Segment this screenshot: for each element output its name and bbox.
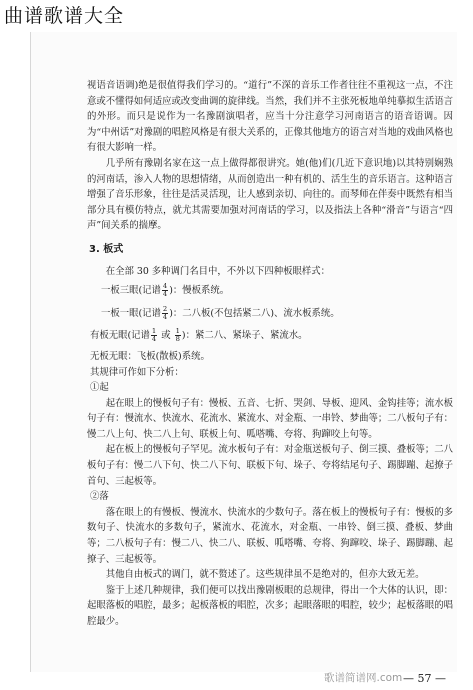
formula-line: 无板无眼：飞板(散板)系统。 [90,350,210,362]
page-number: — 57 — [403,672,446,685]
subheading-qi: ①起 [90,382,109,394]
time-signature [175,328,181,343]
subheading-luo: ②落 [90,491,109,503]
formula-text: 或 [158,330,174,342]
formula-text: )：慢板系统。 [169,285,230,297]
page-content [87,78,453,630]
site-header [0,0,473,26]
fraction-numerator: 1 [151,327,157,336]
site-title: 曲谱歌谱大全 [4,5,125,27]
time-signature [151,328,157,343]
formula-text: )：二八板(不包括紧二八)、流水板系统。 [169,307,340,319]
formula-line [101,283,453,299]
paragraph: 其他自由板式的调门，就不赘述了。这些规律虽不是绝对的，但亦大致无差。 [105,569,425,581]
section-heading: 3. 板式 [89,243,124,255]
time-signature [162,283,168,298]
fraction-numerator: 2 [162,304,168,313]
formula-line [101,306,453,322]
paragraph: 落在眼上的有慢板、慢流水、快流水的少数句子。落在板上的慢板句子有：慢板的多数句子、快流水的多数句子，紧流水、花流水，对金瓶、一串铃、倒三摸、叠板、梦曲等；二八板句子有：慢二八、快二八、联板、呱嗒嘴、夸将、狗蹿咬、垛子、踢脚蹦、起撩子、三起板等。 [87,506,453,565]
fraction-denominator: 4 [162,312,168,321]
formula-line [90,328,453,344]
fraction-denominator: 4 [162,290,168,299]
fraction-numerator: 4 [162,282,168,291]
formula-text: 一板一眼(记谱 [101,307,161,319]
formula-text: 有板无眼(记谱 [90,330,150,342]
fraction-denominator: 8 [175,335,180,344]
paragraph: 起在板上的慢板句子罕见。流水板句子有：对金瓶送板句子、倒三摸、叠板等；二八板句子有：慢二八下句、快二八下句、联板下句、垛子、夸将结尾句子、踢脚蹦、起撩子首句、三起板等。 [87,444,453,487]
time-signature [162,306,168,321]
paragraph: 鉴于上述几种规律，我们便可以找出豫剧板眼的总规律，得出一个大体的认识，即：起眼落板的唱腔，最多；起板落板的唱腔，次多；起眼落眼的唱腔，较少；起板落眼的唱腔最少。 [87,584,453,627]
fraction-numerator: 1 [175,327,180,336]
paragraph: 起在眼上的慢板句子有：慢板、五音、七折、哭剑、导板、迎风、金钩挂等；流水板句子有：慢流水、快流水、花流水、紧流水、对金瓶、一串铃、梦曲等；二八板句子有：慢二八上句、快二八上句、联板上句、呱嗒嘴、夸将、狗蹿咬上句等。 [87,397,453,440]
intro-line: 在全部 30 多种调门名目中，不外以下四种板眼样式： [105,265,330,277]
rule-intro: 其规律可作如下分析： [90,366,184,378]
watermark-text: 歌谱简谱网.com [324,672,403,684]
fraction-denominator: 4 [151,335,157,344]
paragraph: 几乎所有豫剧名家在这一点上做得都很讲究。她(他)们(几近下意识地)以其特别娴熟的河南话，渗入人物的思想情绪，从而创造出一种有机的、活生生的音乐语言。这种语言增强了音乐形象，往往是活灵活现，让人感到亲切、向往的。而琴师在伴奏中既然有相当部分具有模仿特点，就尤其需要加强对河南话的学习，以及指法上各种“滑音”与语言“四声”间关系的揣摩。 [87,157,453,232]
formula-text: )：紧二八、紧垛子、紧流水。 [181,330,308,342]
paragraph: 视语音语调)绝是很值得我们学习的。“道行”不深的音乐工作者往往不重视这一点，不注意或不懂得如何适应或改变曲调的旋律线。当然，我们并不主张死板地单纯摹拟生活语言的外形。而只是说作为一名豫剧演唱者，应当十分注意学习河南语言的语音语调。因为“中州话”对豫剧的唱腔风格是有很大关系的，正像其他地方的语言对当地的戏曲风格也有很大影响一样。 [87,80,453,154]
formula-text: 一板三眼(记谱 [101,285,161,297]
